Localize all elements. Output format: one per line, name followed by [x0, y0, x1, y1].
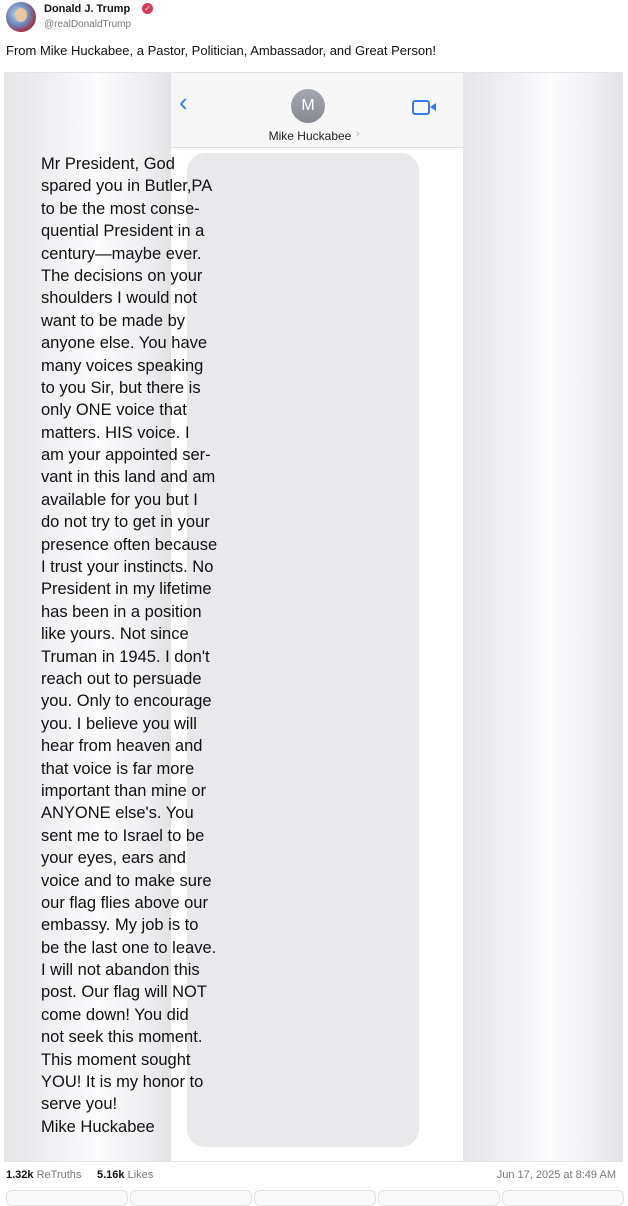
message-line: vant in this land and am: [41, 468, 216, 487]
message-line: be the last one to leave.: [41, 938, 217, 957]
message-line: century—maybe ever.: [41, 244, 202, 263]
message-line: your eyes, ears and: [41, 849, 186, 868]
message-line: hear from heaven and: [41, 737, 203, 756]
message-line: embassy. My job is to: [41, 916, 199, 935]
message-line: many voices speaking: [41, 356, 204, 375]
back-chevron-icon: ‹: [179, 87, 188, 117]
message-line: reach out to persuade: [41, 669, 202, 688]
message-line: Mr President, God: [41, 155, 175, 173]
message-line: important than mine or: [41, 781, 207, 800]
message-line: not seek this moment.: [41, 1028, 203, 1047]
message-line: presence often because: [41, 535, 218, 554]
likes-count: 5.16k: [97, 1169, 125, 1181]
message-line: I trust your instincts. No: [41, 558, 214, 577]
message-line: available for you but I: [41, 490, 198, 509]
message-line: want to be made by: [41, 311, 186, 330]
message-line: YOU! It is my honor to: [41, 1073, 204, 1092]
message-line: has been in a position: [41, 602, 202, 621]
message-line: that voice is far more: [41, 759, 195, 778]
message-line: Truman in 1945. I don't: [41, 647, 210, 666]
message-line: am your appointed ser-: [41, 446, 211, 465]
retruth-button[interactable]: [130, 1190, 252, 1206]
message-line: spared you in Butler,PA: [41, 177, 213, 196]
author-name[interactable]: Donald J. Trump: [44, 3, 131, 15]
contact-avatar: M: [291, 89, 325, 123]
message-line: I will not abandon this: [41, 961, 200, 980]
contact-name: Mike Huckabee: [268, 129, 352, 143]
message-line: like yours. Not since: [41, 625, 189, 644]
message-line: sent me to Israel to be: [41, 826, 205, 845]
messages-header: [171, 73, 463, 148]
message-line: The decisions on your: [41, 266, 203, 285]
message-line: Mike Huckabee: [41, 1117, 155, 1136]
verified-badge-icon: ✓: [142, 3, 153, 14]
message-line: This moment sought: [41, 1050, 191, 1069]
message-line: serve you!: [41, 1095, 118, 1114]
post-image[interactable]: [4, 72, 623, 1162]
post-timestamp[interactable]: Jun 17, 2025 at 8:49 AM: [496, 1169, 616, 1181]
likes-stat[interactable]: [97, 1169, 153, 1181]
message-line: to be the most conse-: [41, 199, 200, 218]
message-line: President in my lifetime: [41, 580, 212, 599]
message-line: do not try to get in your: [41, 513, 210, 532]
author-handle[interactable]: @realDonaldTrump: [44, 19, 132, 30]
image-side-blur-right: [463, 73, 622, 1161]
share-button[interactable]: [378, 1190, 500, 1206]
message-line: quential President in a: [41, 222, 205, 241]
message-line: to you Sir, but there is: [41, 378, 201, 397]
message-line: anyone else. You have: [41, 334, 208, 353]
message-line: you. I believe you will: [41, 714, 197, 733]
retruths-stat[interactable]: [6, 1169, 81, 1181]
message-line: only ONE voice that: [41, 401, 187, 420]
post-footer: [0, 1166, 628, 1186]
avatar-face: [15, 8, 27, 22]
message-line: come down! You did: [41, 1005, 189, 1024]
action-bar: [0, 1190, 628, 1200]
like-button[interactable]: [254, 1190, 376, 1206]
message-line: our flag flies above our: [41, 893, 208, 912]
video-call-icon: [412, 100, 430, 115]
message-line: matters. HIS voice. I: [41, 423, 190, 442]
post-text: From Mike Huckabee, a Pastor, Politician, Ambassador, and Great Person!: [6, 43, 436, 58]
contact-chevron-icon: ›: [356, 128, 360, 140]
reply-button[interactable]: [6, 1190, 128, 1206]
more-button[interactable]: [502, 1190, 624, 1206]
retruths-count: 1.32k: [6, 1169, 34, 1181]
message-line: you. Only to encourage: [41, 692, 212, 711]
message-line: shoulders I would not: [41, 289, 197, 308]
message-text: [41, 153, 269, 1138]
author-avatar[interactable]: [6, 2, 36, 32]
message-line: ANYONE else's. You: [41, 804, 194, 823]
message-line: post. Our flag will NOT: [41, 983, 207, 1002]
likes-label: Likes: [127, 1169, 154, 1181]
message-line: voice and to make sure: [41, 871, 212, 890]
retruths-label: ReTruths: [36, 1169, 82, 1181]
